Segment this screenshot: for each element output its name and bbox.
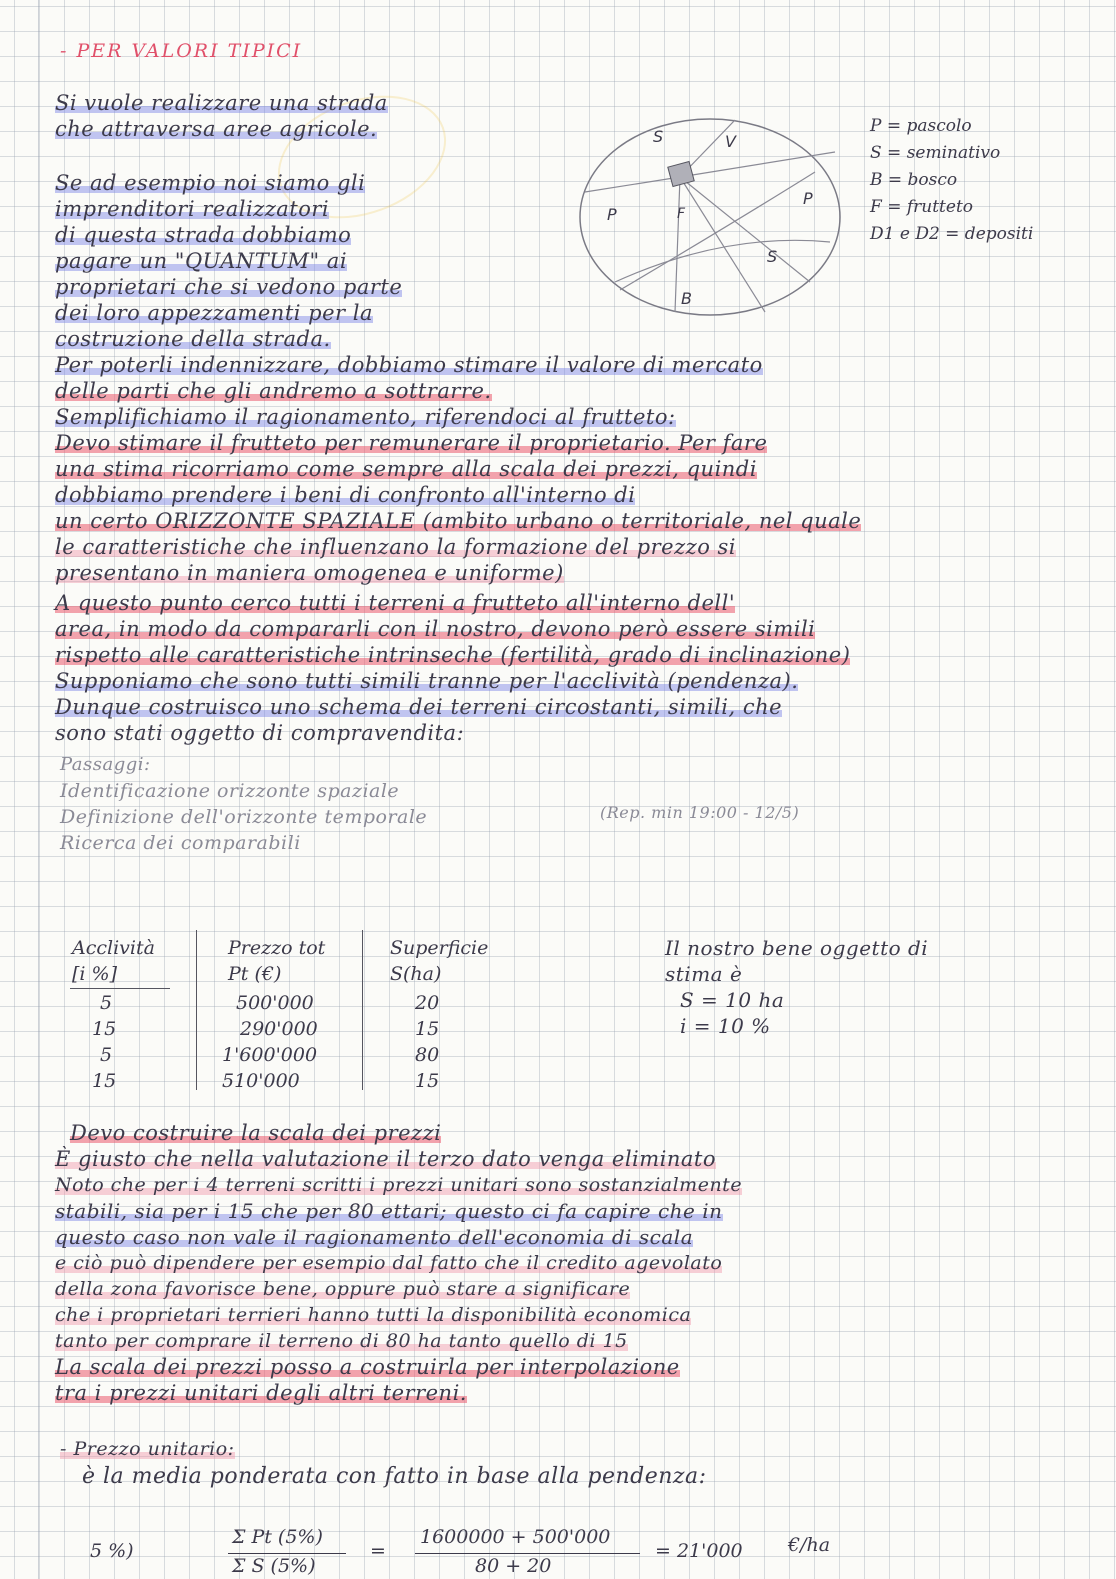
- table-row: [236, 990, 314, 1016]
- legend-item: B = bosco: [870, 170, 958, 190]
- scale-line: Devo costruire la scala dei prezzi: [70, 1121, 442, 1145]
- scale-line: Noto che per i 4 terreni scritti i prezzi unitari sono sostanzialmente: [55, 1174, 743, 1196]
- scale-line: tra i prezzi unitari degli altri terreni.: [55, 1381, 467, 1405]
- header-label: Superficie: [390, 937, 489, 959]
- table-row: [222, 1042, 317, 1068]
- subject-line: S = 10 ha: [680, 988, 785, 1012]
- table-header-acclivity: [72, 935, 155, 987]
- cell-surface: 15: [415, 1070, 440, 1092]
- header-unit: [i %]: [72, 963, 117, 985]
- body-line: Dunque costruisco uno schema dei terreni circostanti, simili, che: [55, 695, 783, 719]
- scale-line: della zona favorisce bene, oppure può stare a significare: [55, 1278, 631, 1300]
- cell-surface: 20: [415, 992, 440, 1014]
- parcel-label: B: [681, 289, 692, 308]
- table-row: [415, 1042, 439, 1068]
- cell-acclivity: 15: [92, 1018, 117, 1040]
- body-line: Per poterli indennizzare, dobbiamo stimare il valore di mercato: [55, 353, 763, 377]
- body-line: delle parti che gli andremo a sottrarre.: [55, 379, 492, 403]
- table-row: [415, 990, 439, 1016]
- scale-line: È giusto che nella valutazione il terzo dato venga eliminato: [55, 1147, 717, 1171]
- intro-line: proprietari che si vedono parte: [55, 275, 403, 299]
- legend-item: F = frutteto: [870, 197, 974, 217]
- parcel-label: P: [607, 205, 617, 224]
- column-divider: [196, 930, 197, 1090]
- legend-item: D1 e D2 = depositi: [870, 224, 1034, 244]
- intro-line: dei loro appezzamenti per la: [55, 301, 373, 325]
- formula-numerator-value: 1600000 + 500'000: [420, 1526, 611, 1548]
- header-unit: S(ha): [390, 963, 442, 985]
- intro-line: che attraversa aree agricole.: [55, 117, 378, 141]
- cell-surface: 15: [415, 1018, 440, 1040]
- scale-line: questo caso non vale il ragionamento dell'economia di scala: [55, 1225, 694, 1249]
- legend-item: P = pascolo: [870, 116, 972, 136]
- table-row: [100, 1042, 112, 1068]
- intro-line: imprenditori realizzatori: [55, 197, 330, 221]
- formula-result: = 21'000: [655, 1540, 743, 1562]
- scale-line: che i proprietari terrieri hanno tutti la disponibilità economica: [55, 1304, 692, 1326]
- unit-price-text: è la media ponderata con fatto in base alla pendenza:: [82, 1464, 707, 1489]
- step-item: Identificazione orizzonte spaziale: [60, 780, 400, 802]
- table-row: [415, 1016, 439, 1042]
- body-line: le caratteristiche che influenzano la formazione del prezzo si: [55, 535, 737, 559]
- table-row: [240, 1016, 318, 1042]
- header-label: Prezzo tot: [228, 937, 326, 959]
- body-line: una stima ricorriamo come sempre alla scala dei prezzi, quindi: [55, 457, 757, 481]
- cell-acclivity: 15: [92, 1070, 117, 1092]
- scale-line: tanto per comprare il terreno di 80 ha tanto quello di 15: [55, 1330, 628, 1352]
- fraction-bar: [415, 1553, 640, 1554]
- column-divider: [362, 930, 363, 1090]
- building-block: [668, 161, 694, 186]
- subject-line: i = 10 %: [680, 1014, 771, 1038]
- cell-surface: 80: [415, 1044, 440, 1066]
- cell-acclivity: 5: [100, 1044, 113, 1066]
- cell-acclivity: 5: [100, 992, 113, 1014]
- table-row: [415, 1068, 439, 1094]
- cell-price: 1'600'000: [222, 1044, 318, 1066]
- body-line: area, in modo da compararli con il nostro, devono però essere simili: [55, 617, 816, 641]
- area-boundary: [580, 119, 840, 315]
- body-line: rispetto alle caratteristiche intrinseche (fertilità, grado di inclinazione): [55, 643, 851, 667]
- recording-note: (Rep. min 19:00 - 12/5): [600, 803, 800, 822]
- body-line: Devo stimare il frutteto per remunerare il proprietario. Per fare: [55, 431, 768, 455]
- formula-label: 5 %): [90, 1540, 134, 1562]
- intro-line: pagare un "QUANTUM" ai: [55, 249, 348, 273]
- body-line: A questo punto cerco tutti i terreni a frutteto all'interno dell': [55, 591, 736, 615]
- step-item: Ricerca dei comparabili: [60, 832, 301, 854]
- section-heading: - PER VALORI TIPICI: [60, 40, 303, 62]
- land-parcel-diagram: [575, 112, 845, 322]
- intro-line: costruzione della strada.: [55, 327, 331, 351]
- body-line: Supponiamo che sono tutti simili tranne per l'acclività (pendenza).: [55, 669, 799, 693]
- parcel-label: S: [653, 127, 664, 146]
- table-header-price: [228, 935, 325, 987]
- subject-line: Il nostro bene oggetto di: [665, 936, 929, 960]
- step-item: Definizione dell'orizzonte temporale: [60, 806, 428, 828]
- fraction-bar: [228, 1553, 346, 1554]
- intro-line: di questa strada dobbiamo: [55, 223, 352, 247]
- scale-line: La scala dei prezzi posso a costruirla per interpolazione: [55, 1355, 680, 1379]
- table-header-surface: [390, 935, 488, 987]
- margin-line: [38, 0, 39, 1579]
- table-row: [100, 990, 112, 1016]
- scale-line: e ciò può dipendere per esempio dal fatto che il credito agevolato: [55, 1252, 723, 1274]
- intro-line: Si vuole realizzare una strada: [55, 91, 388, 115]
- cell-price: 290'000: [240, 1018, 318, 1040]
- body-line: dobbiamo prendere i beni di confronto all'interno di: [55, 483, 636, 507]
- cell-price: 510'000: [222, 1070, 300, 1092]
- subject-line: stima è: [665, 962, 743, 986]
- legend-item: S = seminativo: [870, 143, 1001, 163]
- formula-denominator-value: 80 + 20: [475, 1555, 552, 1577]
- parcel-label: P: [803, 189, 813, 208]
- intro-line: Se ad esempio noi siamo gli: [55, 171, 366, 195]
- header-label: Acclività: [72, 937, 155, 959]
- steps-title: Passaggi:: [60, 754, 151, 775]
- parcel-label: V: [725, 132, 736, 151]
- header-underline: [70, 988, 170, 989]
- body-line: presentano in maniera omogenea e uniforme): [55, 561, 564, 585]
- table-row: [222, 1068, 300, 1094]
- formula-numerator-symbol: Σ Pt (5%): [232, 1526, 323, 1548]
- parcel-label: S: [767, 247, 778, 266]
- body-line: un certo ORIZZONTE SPAZIALE (ambito urbano o territoriale, nel quale: [55, 509, 862, 533]
- scale-line: stabili, sia per i 15 che per 80 ettari; questo ci fa capire che in: [55, 1199, 723, 1223]
- body-line: Semplifichiamo il ragionamento, riferendoci al frutteto:: [55, 405, 676, 429]
- unit-price-title: - Prezzo unitario:: [60, 1438, 235, 1460]
- header-unit: Pt (€): [228, 963, 282, 985]
- formula-denominator-symbol: Σ S (5%): [232, 1555, 316, 1577]
- cell-price: 500'000: [236, 992, 314, 1014]
- table-row: [92, 1068, 116, 1094]
- formula-equals: =: [370, 1540, 386, 1562]
- body-line: sono stati oggetto di compravendita:: [55, 721, 465, 745]
- parcel-label: F: [677, 206, 686, 222]
- table-row: [92, 1016, 116, 1042]
- formula-unit: €/ha: [788, 1534, 831, 1556]
